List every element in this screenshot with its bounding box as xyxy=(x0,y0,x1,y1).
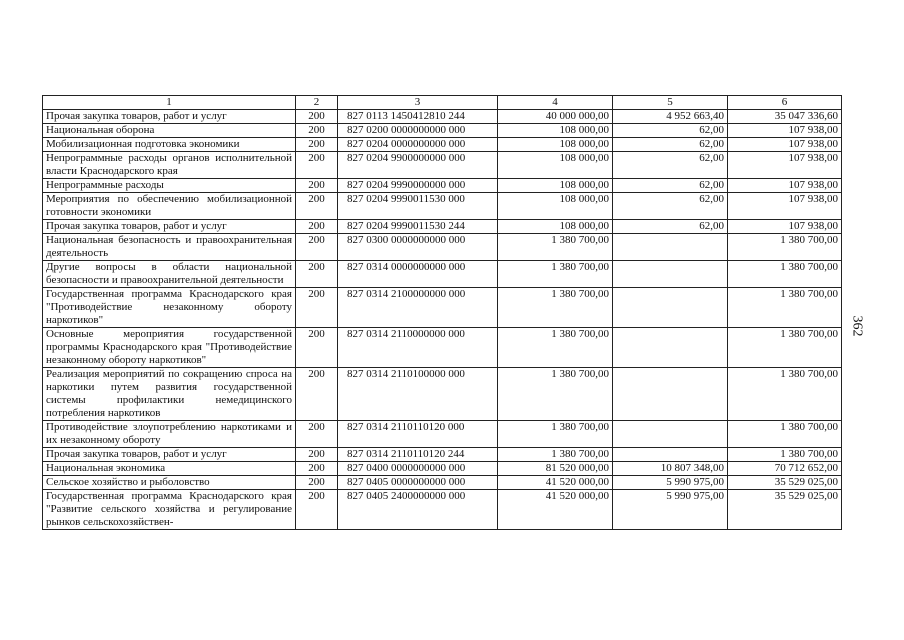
row-code-cell: 200 xyxy=(296,193,338,220)
table-row xyxy=(43,110,842,124)
row-col6-cell: 107 938,00 xyxy=(728,152,842,179)
header-cell: 3 xyxy=(338,96,498,110)
row-col5-cell: 62,00 xyxy=(613,152,728,179)
row-col5-cell: 62,00 xyxy=(613,193,728,220)
row-col6-cell: 1 380 700,00 xyxy=(728,261,842,288)
row-col6-cell: 70 712 652,00 xyxy=(728,462,842,476)
row-code-cell: 200 xyxy=(296,110,338,124)
row-col6-cell: 35 529 025,00 xyxy=(728,490,842,530)
row-col6-cell: 35 529 025,00 xyxy=(728,476,842,490)
row-classification-cell: 827 0314 2110110120 244 xyxy=(338,448,498,462)
row-code-cell: 200 xyxy=(296,368,338,421)
row-col5-cell xyxy=(613,368,728,421)
row-name-cell: Мобилизационная подготовка экономики xyxy=(43,138,296,152)
row-classification-cell: 827 0405 2400000000 000 xyxy=(338,490,498,530)
row-name-cell: Национальная экономика xyxy=(43,462,296,476)
row-classification-cell: 827 0400 0000000000 000 xyxy=(338,462,498,476)
row-code-cell: 200 xyxy=(296,261,338,288)
row-classification-cell: 827 0204 9900000000 000 xyxy=(338,152,498,179)
table-row xyxy=(43,288,842,328)
row-code-cell: 200 xyxy=(296,220,338,234)
row-name-cell: Прочая закупка товаров, работ и услуг xyxy=(43,448,296,462)
row-col4-cell: 40 000 000,00 xyxy=(498,110,613,124)
row-col5-cell: 4 952 663,40 xyxy=(613,110,728,124)
row-code-cell: 200 xyxy=(296,124,338,138)
row-classification-cell: 827 0314 0000000000 000 xyxy=(338,261,498,288)
row-col4-cell: 108 000,00 xyxy=(498,179,613,193)
table-row xyxy=(43,261,842,288)
row-col4-cell: 108 000,00 xyxy=(498,193,613,220)
row-col5-cell xyxy=(613,261,728,288)
row-code-cell: 200 xyxy=(296,152,338,179)
row-col6-cell: 1 380 700,00 xyxy=(728,288,842,328)
row-code-cell: 200 xyxy=(296,462,338,476)
table-row xyxy=(43,368,842,421)
row-col4-cell: 1 380 700,00 xyxy=(498,421,613,448)
row-col5-cell xyxy=(613,234,728,261)
table-row xyxy=(43,476,842,490)
row-classification-cell: 827 0314 2110000000 000 xyxy=(338,328,498,368)
row-name-cell: Другие вопросы в области национальной безопасности и правоохранительной деятельности xyxy=(43,261,296,288)
header-cell: 4 xyxy=(498,96,613,110)
row-col4-cell: 108 000,00 xyxy=(498,220,613,234)
row-col6-cell: 107 938,00 xyxy=(728,124,842,138)
row-col4-cell: 108 000,00 xyxy=(498,152,613,179)
table-row xyxy=(43,234,842,261)
row-code-cell: 200 xyxy=(296,179,338,193)
row-classification-cell: 827 0314 2100000000 000 xyxy=(338,288,498,328)
row-name-cell: Сельское хозяйство и рыболовство xyxy=(43,476,296,490)
table-row xyxy=(43,193,842,220)
row-name-cell: Национальная оборона xyxy=(43,124,296,138)
row-classification-cell: 827 0204 9990011530 000 xyxy=(338,193,498,220)
row-col6-cell: 1 380 700,00 xyxy=(728,368,842,421)
row-code-cell: 200 xyxy=(296,234,338,261)
row-classification-cell: 827 0204 0000000000 000 xyxy=(338,138,498,152)
table-row xyxy=(43,490,842,530)
row-col5-cell: 62,00 xyxy=(613,138,728,152)
row-col6-cell: 107 938,00 xyxy=(728,138,842,152)
row-col4-cell: 108 000,00 xyxy=(498,124,613,138)
row-col6-cell: 1 380 700,00 xyxy=(728,234,842,261)
row-col4-cell: 41 520 000,00 xyxy=(498,476,613,490)
table-row xyxy=(43,448,842,462)
row-col4-cell: 1 380 700,00 xyxy=(498,234,613,261)
header-cell: 2 xyxy=(296,96,338,110)
row-classification-cell: 827 0314 2110100000 000 xyxy=(338,368,498,421)
row-classification-cell: 827 0300 0000000000 000 xyxy=(338,234,498,261)
row-classification-cell: 827 0200 0000000000 000 xyxy=(338,124,498,138)
row-col6-cell: 107 938,00 xyxy=(728,220,842,234)
row-col4-cell: 108 000,00 xyxy=(498,138,613,152)
row-col6-cell: 107 938,00 xyxy=(728,193,842,220)
row-col4-cell: 1 380 700,00 xyxy=(498,448,613,462)
row-name-cell: Непрограммные расходы xyxy=(43,179,296,193)
row-col4-cell: 1 380 700,00 xyxy=(498,368,613,421)
row-name-cell: Реализация мероприятий по сокращению спроса на наркотики путем развития государственной системы профилактики немедицинского потребления наркотиков xyxy=(43,368,296,421)
table-row xyxy=(43,179,842,193)
header-cell: 5 xyxy=(613,96,728,110)
row-code-cell: 200 xyxy=(296,138,338,152)
table-header-row xyxy=(43,96,842,110)
row-name-cell: Национальная безопасность и правоохранительная деятельность xyxy=(43,234,296,261)
table-body xyxy=(43,110,842,530)
report-sheet xyxy=(42,95,841,530)
row-code-cell: 200 xyxy=(296,421,338,448)
row-code-cell: 200 xyxy=(296,490,338,530)
page-number: 362 xyxy=(849,315,865,337)
row-name-cell: Прочая закупка товаров, работ и услуг xyxy=(43,110,296,124)
header-cell: 6 xyxy=(728,96,842,110)
row-name-cell: Прочая закупка товаров, работ и услуг xyxy=(43,220,296,234)
row-code-cell: 200 xyxy=(296,328,338,368)
table-row xyxy=(43,220,842,234)
table-row xyxy=(43,138,842,152)
row-col4-cell: 1 380 700,00 xyxy=(498,261,613,288)
row-col4-cell: 81 520 000,00 xyxy=(498,462,613,476)
row-name-cell: Государственная программа Краснодарского края "Развитие сельского хозяйства и регулирование рынков сельскохозяйствен- xyxy=(43,490,296,530)
row-col5-cell: 62,00 xyxy=(613,220,728,234)
table-row xyxy=(43,124,842,138)
row-col4-cell: 41 520 000,00 xyxy=(498,490,613,530)
row-col6-cell: 107 938,00 xyxy=(728,179,842,193)
table-row xyxy=(43,328,842,368)
row-col5-cell: 62,00 xyxy=(613,179,728,193)
row-col5-cell: 62,00 xyxy=(613,124,728,138)
row-col6-cell: 1 380 700,00 xyxy=(728,421,842,448)
row-col6-cell: 35 047 336,60 xyxy=(728,110,842,124)
row-classification-cell: 827 0113 1450412810 244 xyxy=(338,110,498,124)
row-col5-cell: 10 807 348,00 xyxy=(613,462,728,476)
table-row xyxy=(43,152,842,179)
row-col5-cell: 5 990 975,00 xyxy=(613,490,728,530)
row-name-cell: Непрограммные расходы органов исполнительной власти Краснодарского края xyxy=(43,152,296,179)
row-classification-cell: 827 0314 2110110120 000 xyxy=(338,421,498,448)
row-col4-cell: 1 380 700,00 xyxy=(498,288,613,328)
row-classification-cell: 827 0204 9990011530 244 xyxy=(338,220,498,234)
row-col5-cell: 5 990 975,00 xyxy=(613,476,728,490)
table-row xyxy=(43,421,842,448)
row-classification-cell: 827 0405 0000000000 000 xyxy=(338,476,498,490)
header-cell: 1 xyxy=(43,96,296,110)
row-col5-cell xyxy=(613,288,728,328)
row-name-cell: Основные мероприятия государственной программы Краснодарского края "Противодействие незаконному обороту наркотиков" xyxy=(43,328,296,368)
row-col5-cell xyxy=(613,448,728,462)
table-row xyxy=(43,462,842,476)
row-classification-cell: 827 0204 9990000000 000 xyxy=(338,179,498,193)
row-col6-cell: 1 380 700,00 xyxy=(728,448,842,462)
budget-table xyxy=(42,95,842,530)
row-name-cell: Противодействие злоупотреблению наркотиками и их незаконному обороту xyxy=(43,421,296,448)
row-col5-cell xyxy=(613,421,728,448)
row-col5-cell xyxy=(613,328,728,368)
row-col6-cell: 1 380 700,00 xyxy=(728,328,842,368)
row-code-cell: 200 xyxy=(296,448,338,462)
row-code-cell: 200 xyxy=(296,288,338,328)
row-name-cell: Мероприятия по обеспечению мобилизационной готовности экономики xyxy=(43,193,296,220)
row-code-cell: 200 xyxy=(296,476,338,490)
row-col4-cell: 1 380 700,00 xyxy=(498,328,613,368)
row-name-cell: Государственная программа Краснодарского края "Противодействие незаконному обороту наркотиков" xyxy=(43,288,296,328)
